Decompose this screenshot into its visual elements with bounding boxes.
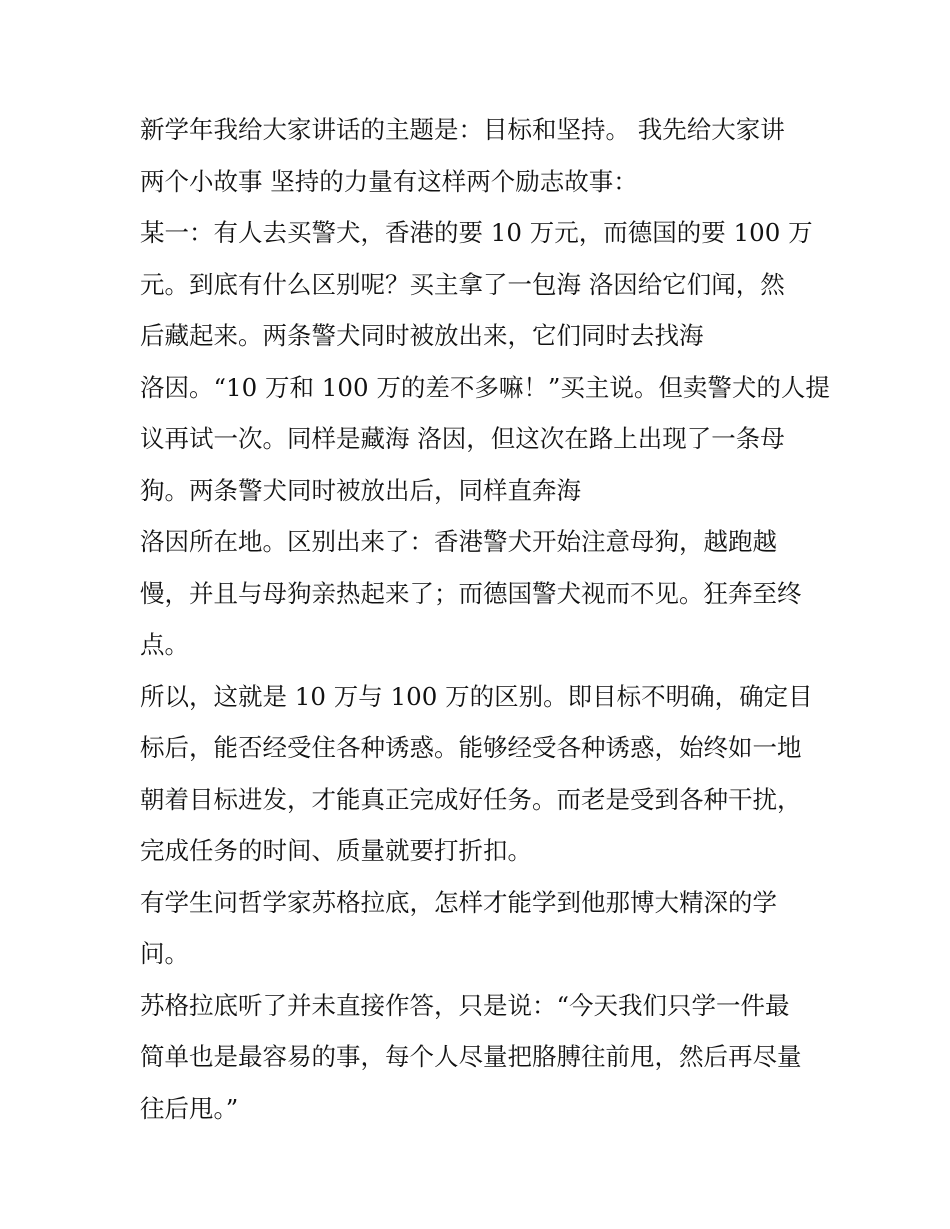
text-line: 新学年我给大家讲话的主题是：目标和坚持。 我先给大家讲 (140, 115, 785, 144)
text-line: 往后甩。” (140, 1093, 239, 1123)
text-line: 两个小故事 坚持的力量有这样两个励志故事： (140, 166, 638, 196)
document-body (140, 104, 830, 1134)
text-line: 苏格拉底听了并未直接作答，只是说：“今天我们只学一件最 (140, 990, 790, 1020)
text-line: 元。到底有什么区别呢？买主拿了一包海 洛因给它们闻，然 (140, 269, 785, 299)
text-line: 朝着目标进发，才能真正完成好任务。而老是受到各种干扰， (140, 784, 802, 814)
text-line: 洛因。“10 万和 100 万的差不多嘛！”买主说。但卖警犬的人提 (140, 372, 830, 402)
text-line: 标后，能否经受住各种诱惑。能够经受各种诱惑，始终如一地 (140, 733, 802, 762)
text-line: 完成任务的时间、质量就要打折扣。 (140, 836, 532, 865)
text-line: 所以，这就是 10 万与 100 万的区别。即目标不明确，确定目 (140, 681, 813, 711)
text-line: 后藏起来。两条警犬同时被放出来，它们同时去找海 (140, 321, 704, 350)
text-line: 有学生问哲学家苏格拉底，怎样才能学到他那博大精深的学 (140, 887, 777, 917)
text-line: 洛因所在地。区别出来了：香港警犬开始注意母狗，越跑越 (140, 527, 777, 556)
text-line: 点。 (140, 630, 189, 659)
text-line: 某一：有人去买警犬，香港的要 10 万元，而德国的要 100 万 (140, 218, 813, 247)
text-line: 狗。两条警犬同时被放出后，同样直奔海 (140, 475, 581, 505)
text-line: 议再试一次。同样是藏海 洛因，但这次在路上出现了一条母 (140, 424, 785, 453)
text-line: 问。 (140, 939, 189, 968)
text-line: 简单也是最容易的事，每个人尽量把胳膊往前甩，然后再尽量 (140, 1042, 802, 1071)
text-line: 慢，并且与母狗亲热起来了；而德国警犬视而不见。狂奔至终 (140, 578, 802, 608)
